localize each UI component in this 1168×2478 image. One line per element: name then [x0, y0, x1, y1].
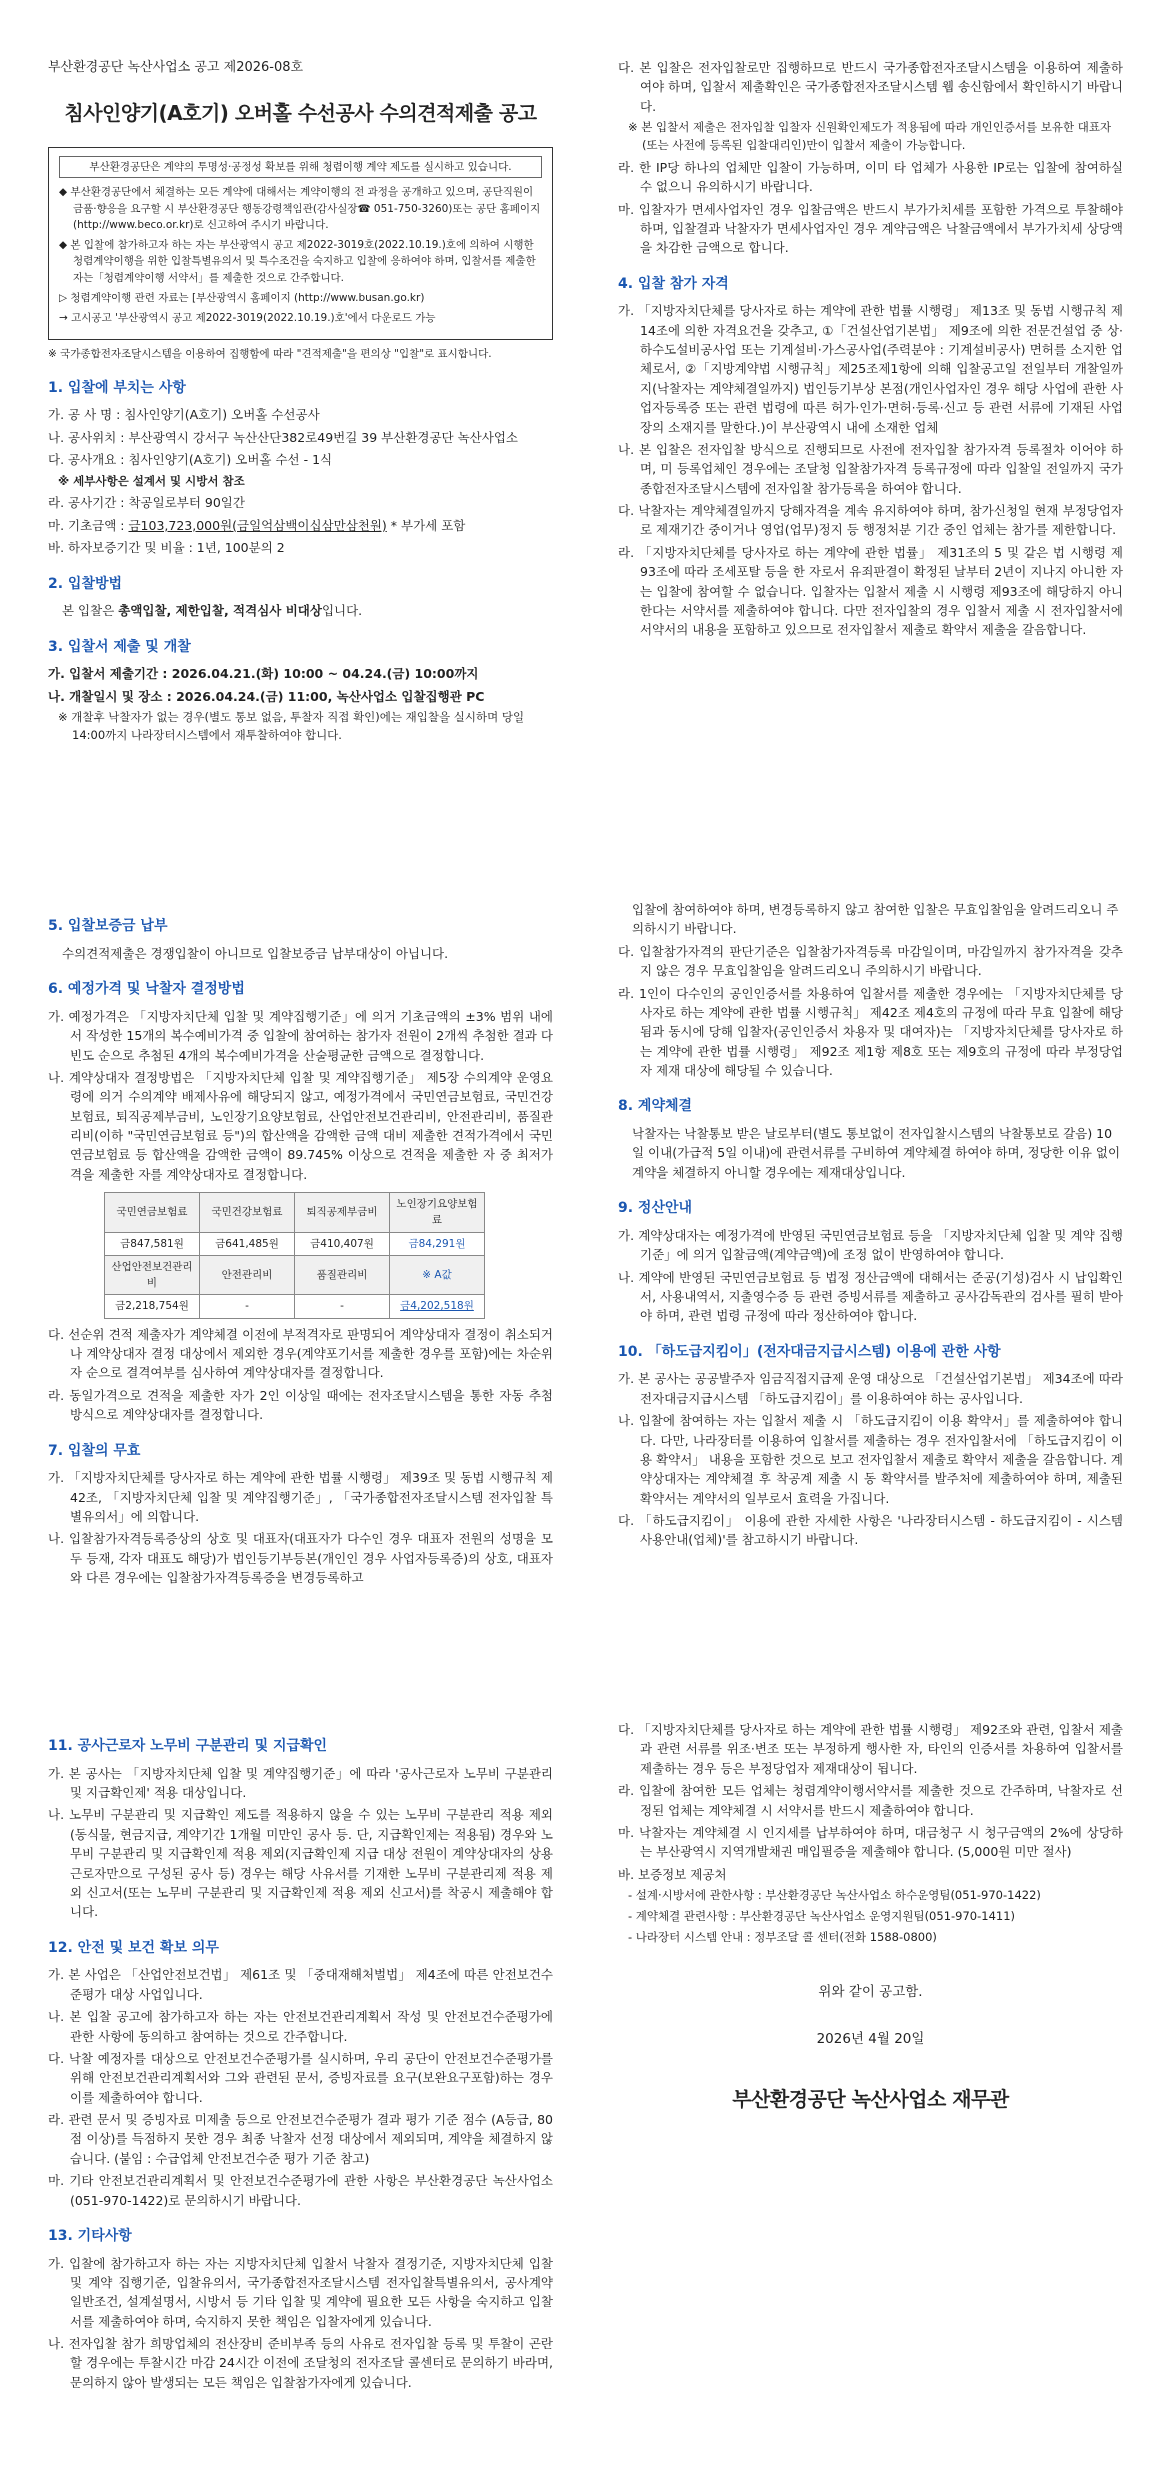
closing-statement: 위와 같이 공고함.: [818, 1984, 923, 2001]
announcement-date: 2026년 4월 20일: [816, 2031, 925, 2048]
list-note: ※ 세부사항은 설계서 및 시방서 참조: [58, 473, 245, 488]
section-12-heading: 12. 안전 및 보건 확보 의무: [48, 1939, 219, 1956]
table-header: 노인장기요양보험료: [390, 1193, 485, 1233]
list-item: 가. 입찰에 참가하고자 하는 자는 지방자치단체 입찰서 낙찰자 결정기준, 지방자치단체 입찰 및 계약 집행기준, 입찰유의서, 국가종합전자조달시스템 전자입찰특별유의서, 공사계약 일반조건, 설계설명서, 시방서 등 기타 입찰 및 계약에 필요한 모든 사항을 숙지하고 입찰서를 제출하여야 하며, 숙지하지 못한 책임은 입찰자에게 있습니다.: [48, 2255, 553, 2329]
list-item: 나. 입찰참가자격등록증상의 상호 및 대표자(대표자가 다수인 경우 대표자 전원의 성명을 모두 등재, 각자 대표도 해당)가 법인등기부등본(개인인 경우 사업자등록증)의 상호, 대표자와 다른 경우에는 입찰참가자격등록증을 변경등록하고: [48, 1531, 553, 1586]
page2-right-column: [618, 900, 1123, 1553]
budget-amount: 금103,723,000원(금일억삼백이십삼만삼천원): [128, 517, 387, 533]
page1-left-column: [48, 58, 553, 748]
table-header: 산업안전보건관리비: [105, 1255, 200, 1295]
list-item: 나. 노무비 구분관리 및 지급확인 제도를 적용하지 않을 수 있는 노무비 구분관리 적용 제외(동식물, 현금지급, 계약기간 1개월 미만인 공사 등. 단, 지급확인제는 적용됨) 경우와 노무비 구분관리 및 지급확인제 적용 제외(지급확인제 지급 대상 전원이 계약상대자의 상용근로자만으로 구성된 공사 등) 경우는 해당 사유서를 기재한 노무비 구분관리제 적용 제외 신고서(또는 노무비 구분관리 및 지급확인제 적용 제외 신고서)를 착공시 제출해야 합니다.: [48, 1807, 553, 1920]
notice-number: 부산환경공단 녹산사업소 공고 제2026-08호: [48, 60, 304, 75]
contact-line: - 계약체결 관련사항 : 부산환경공단 녹산사업소 운영지원팀(051-970-1411): [628, 1908, 1016, 1923]
opening-datetime: 나. 개찰일시 및 장소 : 2026.04.24.(금) 11:00, 녹산사업소 입찰집행관 PC: [48, 688, 485, 704]
table-header: 국민연금보험료: [105, 1193, 200, 1233]
list-item: 가. 「지방자치단체를 당사자로 하는 계약에 관한 법률 시행령」 제39조 및 동법 시행규칙 제42조, 「지방자치단체 입찰 및 계약집행기준」, 「국가종합전자조달시스템 전자입찰 특별유의서」에 의합니다.: [48, 1470, 553, 1525]
list-item: 다. 본 입찰은 전자입찰로만 집행하므로 반드시 국가종합전자조달시스템을 이용하여 제출하여야 하며, 입찰서 제출확인은 국가종합전자조달시스템 웹 송신함에서 확인하시기 바랍니다.: [618, 60, 1123, 114]
list-item: 다. 낙찰자는 계약체결일까지 당해자격을 계속 유지하여야 하며, 참가신청일 현재 부정당업자로 제재기간 중이거나 영업(업무)정지 등 행정처분 기간 중인 업체는 참가를 제한합니다.: [618, 503, 1123, 538]
page1-right-column: [618, 58, 1123, 643]
contact-line: - 설계·시방서에 관한사항 : 부산환경공단 녹산사업소 하수운영팀(051-970-1422): [628, 1888, 1041, 1902]
list-item: 라. 입찰에 참여한 모든 업체는 청렴계약이행서약서를 제출한 것으로 간주하며, 낙찰자로 선정된 업체는 계약체결 시 서약서를 반드시 제출하여야 합니다.: [618, 1783, 1123, 1818]
continued-text: 입찰에 참여하여야 하며, 변경등록하지 않고 참여한 입찰은 무효입찰임을 알려드리오니 주의하시기 바랍니다.: [632, 902, 1119, 937]
list-item: 다. 「하도급지킴이」 이용에 관한 자세한 사항은 '나라장터시스템 - 하도급지킴이 - 시스템 사용안내(업체)'를 참고하시기 바랍니다.: [618, 1513, 1123, 1548]
document-title: 침사인양기(A호기) 오버홀 수선공사 수의견적제출 공고: [64, 101, 537, 126]
table-header: 퇴직공제부금비: [295, 1193, 390, 1233]
section-1-heading: 1. 입찰에 부치는 사항: [48, 379, 186, 396]
insurance-table: [104, 1192, 485, 1319]
list-item: 가. 본 사업은 「산업안전보건법」 제61조 및 「중대재해처벌법」 제4조에 따른 안전보건수준평가 대상 사업입니다.: [48, 1967, 553, 2002]
list-item: 라. 공사기간 : 착공일로부터 90일간: [48, 495, 245, 511]
section-8-heading: 8. 계약체결: [618, 1098, 693, 1115]
list-item: 나. 계약에 반영된 국민연금보험료 등 법정 정산금액에 대해서는 준공(기성)검사 시 납입확인서, 사용내역서, 지출영수증 등 관련 증빙서류를 제출하고 공사감독관의 검사를 필히 받아야 하며, 관련 법령 규정에 따라 정산하여야 합니다.: [618, 1269, 1123, 1324]
submission-period: 가. 입찰서 제출기간 : 2026.04.21.(화) 10:00 ~ 04.24.(금) 10:00까지: [48, 666, 479, 682]
section-4-heading: 4. 입찰 참가 자격: [618, 275, 729, 292]
bid-method-text: 본 입찰은 총액입찰, 제한입찰, 적격심사 비대상입니다.: [62, 603, 363, 619]
integrity-bullet: ▷ 청렴계약이행 관련 자료는 [부산광역시 홈페이지 (http://www.busan.go.kr): [59, 292, 425, 304]
list-item: 가. 「지방자치단체를 당사자로 하는 계약에 관한 법률 시행령」 제13조 및 동법 시행규칙 제14조에 의한 자격요건을 갖추고, ①「건설산업기본법」 제9조에 의한 전문건설업 중 상·하수도설비공사업 또는 기계설비·가스공사업(주력분야 : 기계설비공사) 면허를 소지한 업체로서, ②「지방계약법 시행규칙」제25조제1항에 의해 입찰공고일 전일부터 개찰일까지(낙찰자는 계약체결일까지) 법인등기부상 본점(개인사업자인 경우 해당 사업에 관한 사업자등록증 또는 관련 법령에 따른 허가·인가·면허·등록·신고 등 관련 서류에 기재된 사업장의 소재지를 말한다.)이 부산광역시 내에 소재한 업체: [618, 303, 1123, 435]
list-item: 마. 기타 안전보건관리계획서 및 안전보건수준평가에 관한 사항은 부산환경공단 녹산사업소(051-970-1422)로 문의하시기 바랍니다.: [48, 2173, 553, 2208]
bond-text: 수의견적제출은 경쟁입찰이 아니므로 입찰보증금 납부대상이 아닙니다.: [62, 945, 449, 961]
table-cell: 금641,485원: [200, 1232, 295, 1255]
integrity-box-header: 부산환경공단은 계약의 투명성·공정성 확보를 위해 청렴이행 계약 제도를 실시하고 있습니다.: [59, 156, 542, 178]
section-10-heading: 10. 「하도급지킴이」(전자대금지급시스템) 이용에 관한 사항: [618, 1343, 1001, 1360]
table-cell: 금847,581원: [105, 1232, 200, 1255]
table-cell: -: [200, 1295, 295, 1318]
section-3-heading: 3. 입찰서 제출 및 개찰: [48, 638, 191, 655]
table-header: 안전관리비: [200, 1255, 295, 1295]
list-item: 나. 공사위치 : 부산광역시 강서구 녹산산단382로49번길 39 부산환경공단 녹산사업소: [48, 429, 518, 445]
box-note: ※ 국가종합전자조달시스템을 이용하여 집행함에 따라 "견적제출"을 편의상 "입찰"로 표시합니다.: [48, 347, 492, 360]
budget-item: 마. 기초금액 : 금103,723,000원(금일억삼백이십삼만삼천원) * 부가세 포함: [48, 517, 466, 533]
list-item: 라. 동일가격으로 견적을 제출한 자가 2인 이상일 때에는 전자조달시스템을 통한 자동 추첨 방식으로 계약상대자를 결정합니다.: [48, 1387, 553, 1423]
list-item: 나. 계약상대자 결정방법은 「지방자치단체 입찰 및 계약집행기준」 제5장 수의계약 운영요령에 의거 수의계약 배제사유에 해당되지 않고, 예정가격에서 국민연금보험료, 국민건강보험료, 퇴직공제부금비, 노인장기요양보험료, 산업안전보건관리비, 안전관리비, 품질관리비(이하 "국민연금보험료 등")의 합산액을 감액한 금액 대비 제출한 견적가격에서 국민연금보험료 등 합산액을 감액한 금액이 89.745% 이상으로 견적을 제출한 자 중 최저가격을 제출한 자를 계약상대자로 결정합니다.: [48, 1069, 553, 1182]
table-cell: 금84,291원: [390, 1232, 485, 1255]
table-cell: 금2,218,754원: [105, 1295, 200, 1318]
list-item: 다. 선순위 견적 제출자가 계약체결 이전에 부적격자로 판명되어 계약상대자 결정이 취소되거나 계약상대자 결정 대상에서 제외한 경우(계약포기서를 제출한 경우를 포함)에는 차순위자 순으로 결격여부를 심사하여 계약상대자를 결정합니다.: [48, 1326, 553, 1381]
list-item: 바. 보증정보 제공처: [618, 1866, 727, 1882]
list-item: 가. 본 공사는 공공발주자 임금직접지급제 운영 대상으로 「건설산업기본법」 제34조에 따라 전자대금지급시스템 「하도급지킴이」를 이용하여야 하는 공사입니다.: [618, 1371, 1123, 1406]
integrity-bullet: ◆ 본 입찰에 참가하고자 하는 자는 부산광역시 공고 제2022-3019호(2022.10.19.)호에 의하여 시행한 청렴계약이행을 위한 입찰특별유의서 및 특수조건을 숙지하고 입찰에 응하여야 하며, 입찰서를 제출한 자는「청렴계약이행 서약서」를 제출한 것으로 간주합니다.: [59, 239, 536, 284]
contact-line: - 나라장터 시스템 안내 : 정부조달 콜 센터(전화 1588-0800): [628, 1929, 937, 1944]
table-header: 국민건강보험료: [200, 1193, 295, 1233]
section-7-heading: 7. 입찰의 무효: [48, 1442, 141, 1459]
rebid-note: ※ 개찰후 낙찰자가 없는 경우(별도 통보 없음, 투찰자 직접 확인)에는 재입찰을 실시하며 당일 14:00까지 나라장터시스템에서 재투찰하여야 합니다.: [58, 710, 525, 742]
list-item: 다. 낙찰 예정자를 대상으로 안전보건수준평가를 실시하며, 우리 공단이 안전보건수준평가를 위해 안전보건관리계획서와 그와 관련된 문서, 증빙자료를 요구(보완요구포함)하는 경우 이를 제출하여야 합니다.: [48, 2050, 553, 2105]
integrity-bullet: → 고시공고 '부산광역시 공고 제2022-3019(2022.10.19.)호'에서 다운로드 가능: [59, 312, 436, 325]
list-item: 바. 하자보증기간 및 비율 : 1년, 100분의 2: [48, 540, 285, 556]
list-item: 나. 전자입찰 참가 희망업체의 전산장비 준비부족 등의 사유로 전자입찰 등록 및 투찰이 곤란할 경우에는 투찰시간 마감 24시간 이전에 조달청의 전자조달 콜센터로 문의하기 바라며, 문의하지 않아 발생되는 모든 책임은 입찰참가자에게 있습니다.: [48, 2336, 553, 2390]
section-13-heading: 13. 기타사항: [48, 2227, 132, 2244]
list-item: 라. 한 IP당 하나의 업체만 입찰이 가능하며, 이미 타 업체가 사용한 IP로는 입찰에 참여하실 수 없으니 유의하시기 바랍니다.: [618, 159, 1123, 195]
list-item: 라. 「지방자치단체를 당사자로 하는 계약에 관한 법률」 제31조의 5 및 같은 법 시행령 제93조에 따라 조세포탈 등을 한 자로서 유죄판결이 확정된 날부터 2년이 지나지 아니한 자는 입찰에 참여할 수 없습니다. 입찰자는 입찰서 제출 시 시행령 제93조에 해당하지 아니한다는 서약서를 제출하여야 합니다. 다만 전자입찰의 경우 입찰서 제출 시 전자입찰서에 서약서의 내용을 포함하고 있으므로 전자입찰서 제출로 확약서 제출을 갈음합니다.: [618, 544, 1123, 638]
section-6-heading: 6. 예정가격 및 낙찰자 결정방법: [48, 981, 245, 998]
list-item: 마. 입찰자가 면세사업자인 경우 입찰금액은 반드시 부가가치세를 포함한 가격으로 투찰해야 하며, 입찰결과 낙찰자가 면세사업자인 경우 계약금액은 낙찰금액에서 부가가치세 상당액을 차감한 금액으로 합니다.: [618, 201, 1123, 256]
section-5-heading: 5. 입찰보증금 납부: [48, 918, 168, 934]
table-header: ※ A값: [390, 1255, 485, 1295]
contract-text: 낙찰자는 낙찰통보 받은 날로부터(별도 통보없이 전자입찰시스템의 낙찰통보로 갈음) 10일 이내(가급적 5일 이내)에 관련서류를 구비하여 계약체결 하여야 하며, 정당한 이유 없이 계약을 체결하지 아니할 경우에는 제재대상입니다.: [632, 1126, 1121, 1180]
list-item: 다. 공사개요 : 침사인양기(A호기) 오버홀 수선 - 1식: [48, 452, 333, 468]
list-item: 다. 「지방자치단체를 당사자로 하는 계약에 관한 법률 시행령」 제92조와 관련, 입찰서 제출과 관련 서류를 위조·변조 또는 부정하게 행사한 자, 타인의 인증서를 차용하여 입찰서를 제출하는 경우 등은 부정당업자 제재대상이 됩니다.: [618, 1722, 1123, 1776]
table-cell: 금410,407원: [295, 1232, 390, 1255]
table-header: 품질관리비: [295, 1255, 390, 1295]
page3-left-column: [48, 1720, 553, 2395]
table-cell: -: [295, 1295, 390, 1318]
table-cell: 금4,202,518원: [390, 1295, 485, 1318]
page3-right-column: [618, 1720, 1123, 2135]
list-item: 라. 관련 문서 및 증빙자료 미제출 등으로 안전보건수준평가 결과 평가 기준 점수 (A등급, 80점 이상)를 득점하지 못한 경우 최종 낙찰자 선정 대상에서 제외되며, 계약을 체결하지 않습니다. (붙임 : 수급업체 안전보건수준 평가 기준 참고): [48, 2112, 553, 2166]
list-item: 나. 본 입찰 공고에 참가하고자 하는 자는 안전보건관리계획서 작성 및 안전보건수준평가에 관한 사항에 동의하고 참여하는 것으로 간주합니다.: [48, 2009, 553, 2044]
integrity-box: [48, 147, 553, 339]
page2-left-column: [48, 900, 553, 1591]
list-item: 라. 1인이 다수인의 공인인증서를 차용하여 입찰서를 제출한 경우에는 「지방자치단체를 당사자로 하는 계약에 관한 법률 시행규칙」 제42조 제4호의 규정에 따라 무효 입찰에 해당됨과 동시에 당해 입찰자(공인인증서 차용자 및 대여자)는 「지방자치단체를 당사자로 하는 계약에 관한 법률 시행령」 제92조 제1항 제8호 또는 제9호의 규정에 따라 부정당업자 제재 대상에 해당될 수 있습니다.: [618, 985, 1123, 1078]
integrity-bullet: ◆ 부산환경공단에서 체결하는 모든 계약에 대해서는 계약이행의 전 과정을 공개하고 있으며, 공단직원이 금품·향응을 요구할 시 부산환경공단 행동강령책임관(감사실장☎ 051-750-3260)또는 공단 홈페이지(http://www.beco.or.kr)로 신고하여 주시기 바랍니다.: [59, 186, 541, 231]
list-item: 가. 계약상대자는 예정가격에 반영된 국민연금보험료 등을 「지방자치단체 입찰 및 계약 집행기준」에 의거 입찰금액(계약금액)에 조정 없이 반영하여야 합니다.: [618, 1227, 1123, 1263]
list-item: 나. 본 입찰은 전자입찰 방식으로 진행되므로 사전에 전자입찰 참가자격 등록절차 이어야 하며, 미 등록업체인 경우에는 조달청 입찰참가자격 등록규정에 따라 입찰일 전일까지 국가종합전자조달시스템에 전자입찰 참가등록을 하여야 합니다.: [618, 441, 1123, 496]
section-9-heading: 9. 정산안내: [618, 1200, 693, 1217]
list-item: 나. 입찰에 참여하는 자는 입찰서 제출 시 「하도급지킴이 이용 확약서」를 제출하여야 합니다. 다만, 나라장터를 이용하여 입찰서를 제출하는 경우 전자입찰서에 「하도급지킴이 이용 확약서」 내용을 포함한 것으로 보고 전자입찰서 제출로 확약서 제출을 갈음합니다. 계약상대자는 계약체결 후 착공계 제출 시 동 확약서를 발주처에 제출하여야 하며, 제출된 확약서는 계약서의 일부로서 효력을 가집니다.: [618, 1413, 1123, 1506]
list-note: ※ 본 입찰서 제출은 전자입찰 입찰자 신원확인제도가 적용됨에 따라 개인인증서를 보유한 대표자 (또는 사전에 등록된 입찰대리인)만이 입찰서 제출이 가능합니다.: [628, 120, 1112, 152]
list-item: 가. 본 공사는 「지방자치단체 입찰 및 계약집행기준」에 따라 '공사근로자 노무비 구분관리 및 지급확인제' 적용 대상입니다.: [48, 1765, 553, 1801]
list-item: 가. 공 사 명 : 침사인양기(A호기) 오버홀 수선공사: [48, 407, 320, 423]
list-item: 마. 낙찰자는 계약체결 시 인지세를 납부하여야 하며, 대금청구 시 청구금액의 2%에 상당하는 부산광역시 지역개발채권 매입필증을 제출해야 합니다. (5,000원 미만 절사): [618, 1824, 1123, 1860]
section-2-heading: 2. 입찰방법: [48, 575, 123, 592]
list-item: 가. 예정가격은 「지방자치단체 입찰 및 계약집행기준」에 의거 기초금액의 ±3% 범위 내에서 작성한 15개의 복수예비가격 중 입찰에 참여하는 참가자 전원이 2개씩 추첨한 결과 다빈도 순으로 추첨된 4개의 복수예비가격을 산술평균한 금액으로 결정합니다.: [48, 1008, 553, 1063]
issuer-name: 부산환경공단 녹산사업소 재무관: [732, 2087, 1009, 2112]
list-item: 다. 입찰참가자격의 판단기준은 입찰참가자격등록 마감일이며, 마감일까지 참가자격을 갖추지 않은 경우 무효입찰임을 알려드리오니 주의하시기 바랍니다.: [618, 943, 1123, 979]
section-11-heading: 11. 공사근로자 노무비 구분관리 및 지급확인: [48, 1738, 328, 1754]
